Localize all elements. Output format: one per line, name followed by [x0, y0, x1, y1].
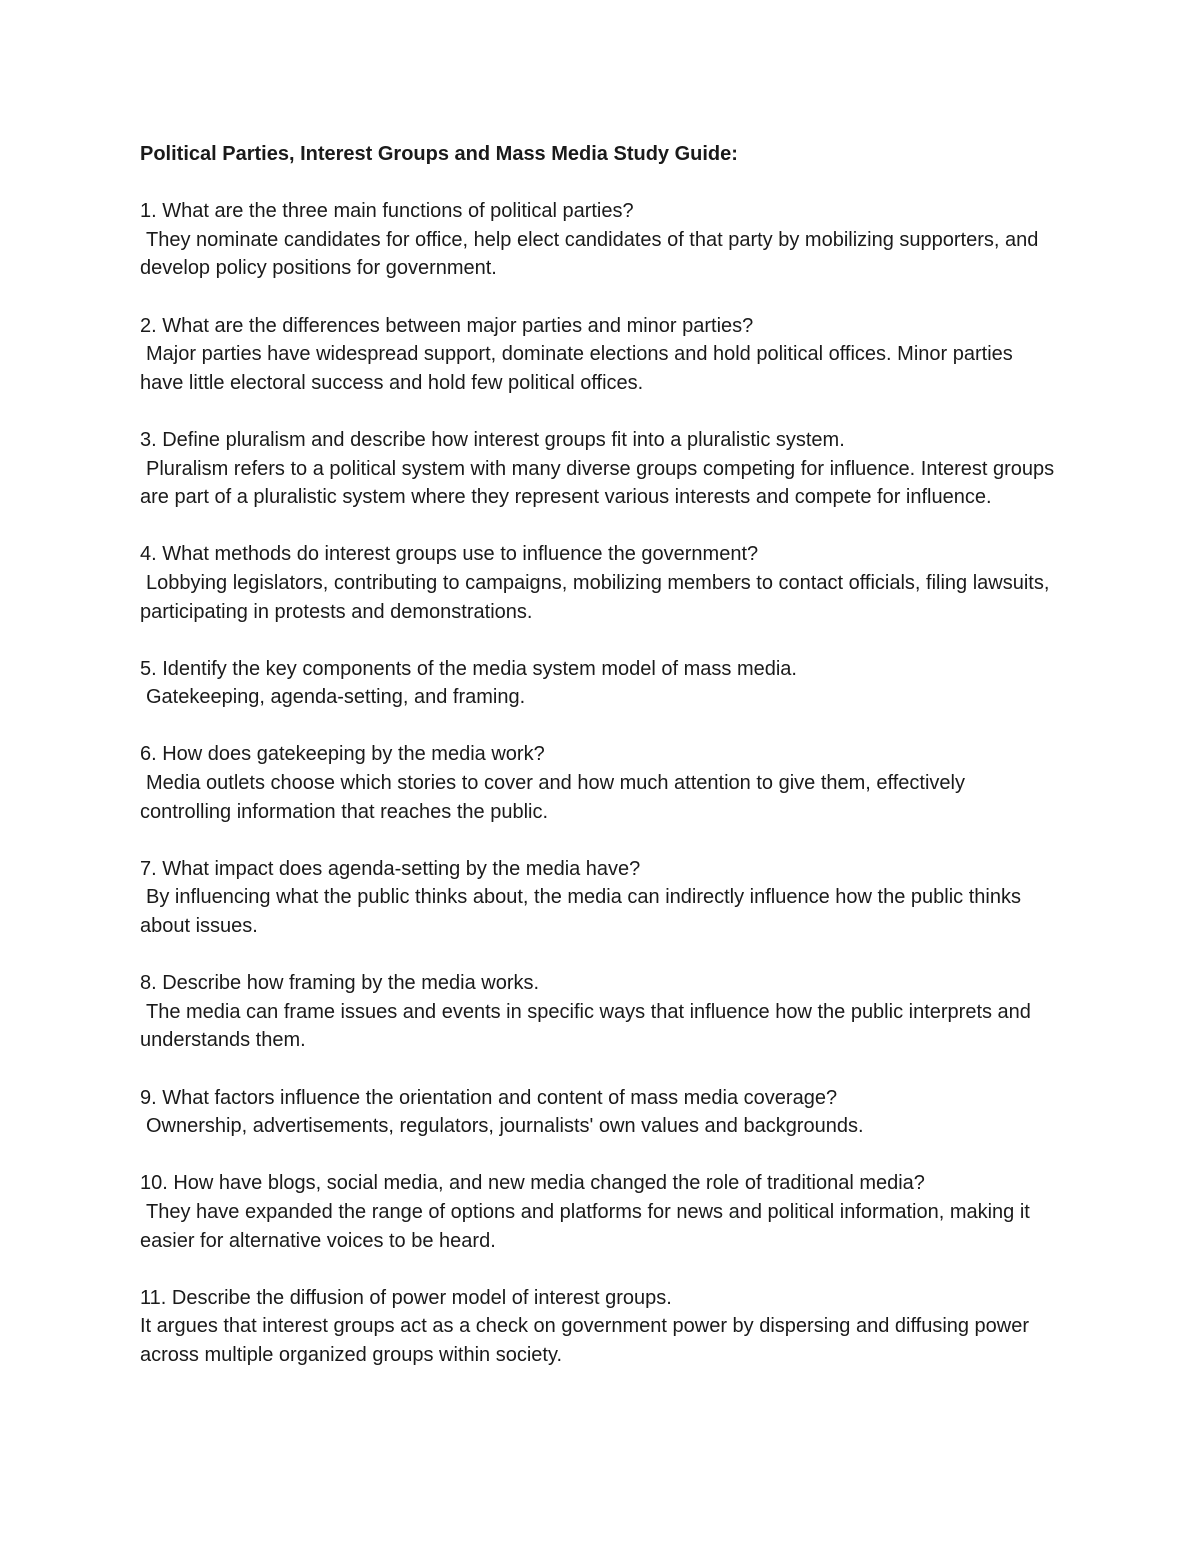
question-4: 4. What methods do interest groups use to influence the government?	[140, 543, 759, 566]
answer-10: They have expanded the range of options and platforms for news and political information, making it easier for alternative voices to be heard.	[140, 1200, 1030, 1252]
qa-item-7	[140, 855, 1060, 941]
question-9: 9. What factors influence the orientation and content of mass media coverage?	[140, 1086, 838, 1109]
answer-7: By influencing what the public thinks about, the media can indirectly influence how the public thinks about issues.	[140, 886, 1021, 938]
answer-5: Gatekeeping, agenda-setting, and framing.	[146, 686, 526, 709]
study-guide-page	[140, 140, 1060, 1398]
question-1: 1. What are the three main functions of political parties?	[140, 200, 634, 223]
qa-item-9	[140, 1084, 1060, 1141]
answer-1: They nominate candidates for office, help elect candidates of that party by mobilizing supporters, and develop policy positions for government.	[140, 228, 1039, 280]
question-8: 8. Describe how framing by the media works.	[140, 972, 540, 995]
question-5: 5. Identify the key components of the media system model of mass media.	[140, 657, 797, 680]
question-6: 6. How does gatekeeping by the media work?	[140, 743, 545, 766]
qa-item-8	[140, 969, 1060, 1055]
qa-item-3	[140, 426, 1060, 512]
page-title: Political Parties, Interest Groups and Mass Media Study Guide:	[140, 143, 738, 165]
qa-item-4	[140, 540, 1060, 626]
question-7: 7. What impact does agenda-setting by the media have?	[140, 857, 641, 880]
answer-11: It argues that interest groups act as a check on government power by dispersing and diffusing power across multiple organized groups within society.	[140, 1315, 1030, 1366]
question-11: 11. Describe the diffusion of power model of interest groups.	[140, 1286, 672, 1309]
answer-6: Media outlets choose which stories to cover and how much attention to give them, effectively controlling information that reaches the public.	[140, 772, 965, 823]
qa-item-1	[140, 197, 1060, 283]
qa-item-5	[140, 655, 1060, 712]
question-10: 10. How have blogs, social media, and new media changed the role of traditional media?	[140, 1172, 925, 1195]
answer-9: Ownership, advertisements, regulators, journalists' own values and backgrounds.	[146, 1115, 864, 1138]
answer-8: The media can frame issues and events in specific ways that influence how the public interprets and understands them.	[140, 1000, 1031, 1052]
qa-item-10	[140, 1169, 1060, 1255]
qa-item-6	[140, 740, 1060, 826]
answer-4: Lobbying legislators, contributing to campaigns, mobilizing members to contact officials, filing lawsuits, participating in protests and demonstrations.	[140, 571, 1050, 623]
answer-2: Major parties have widespread support, dominate elections and hold political offices. Minor parties have little electoral success and hold few political offices.	[140, 343, 1013, 394]
qa-item-2	[140, 312, 1060, 398]
question-3: 3. Define pluralism and describe how interest groups fit into a pluralistic system.	[140, 428, 845, 451]
qa-item-11	[140, 1284, 1060, 1370]
question-2: 2. What are the differences between major parties and minor parties?	[140, 314, 754, 337]
answer-3: Pluralism refers to a political system with many diverse groups competing for influence. Interest groups are part of a pluralistic system where they represent various interests and compete for influence.	[140, 457, 1055, 509]
